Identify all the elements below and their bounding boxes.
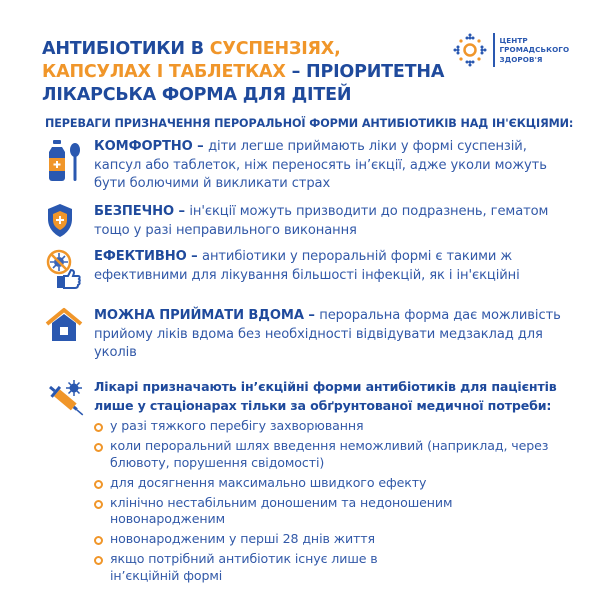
section-heading: ПЕРЕВАГИ ПРИЗНАЧЕННЯ ПЕРОРАЛЬНОЇ ФОРМИ АНТИБІОТИКІВ НАД ІН'ЄКЦІЯМИ: [45, 117, 574, 130]
dash: – [186, 249, 203, 264]
bullet-circle-icon [94, 500, 103, 509]
bullet-circle-icon [94, 480, 103, 489]
benefit-title: БЕЗПЕЧНО [94, 204, 175, 219]
syringe-virus-icon [44, 378, 86, 424]
no-virus-thumbs-up-icon [44, 248, 86, 296]
house-icon [44, 307, 86, 363]
bullet-circle-icon [94, 536, 103, 545]
list-item-text: коли пероральний шлях введення неможливий (наприклад, через блювоту, порушення свідомості) [110, 438, 549, 470]
medicine-bottle-spoon-icon [44, 138, 86, 194]
benefit-text: ін'єкції можуть призводити до подразнень, гематом тощо у разі неправильного виконання [94, 204, 549, 238]
page-title [42, 38, 462, 107]
title-part: АНТИБІОТИКИ В [42, 39, 210, 59]
list-item [94, 551, 390, 584]
indications-list [94, 418, 564, 588]
bullet-circle-icon [94, 556, 103, 565]
phc-logo-icon [452, 32, 488, 68]
list-item [94, 475, 564, 492]
logo-line: ГРОМАДСЬКОГО [499, 45, 570, 55]
shield-plus-icon [44, 203, 86, 243]
benefit-text: антибіотики у пероральній формі є такими ж ефективними для лікування більшості інфекцій, як і ін'єкційні [94, 249, 520, 283]
logo-line: ЗДОРОВ'Я [499, 54, 543, 64]
benefit-effective [44, 248, 564, 296]
list-item-text: клінічно нестабільним доношеним та недоношеним новонародженим [110, 494, 453, 526]
logo-text [500, 36, 570, 65]
list-item-text: якщо потрібний антибіотик існує лише в ін’єкційній формі [110, 551, 378, 583]
benefit-comfort [44, 138, 564, 194]
doctors-note-text: Лікарі призначають ін’єкційні форми антибіотиків для пацієнтів лише у стаціонарах тільки за обґрунтованої медичної потреби: [94, 379, 557, 413]
benefit-at-home [44, 307, 564, 363]
list-item [94, 495, 500, 528]
list-item [94, 438, 564, 471]
benefit-text: пероральна форма дає можливість прийому ліків вдома без необхідності відвідувати медзаклад для уколів [94, 308, 561, 360]
list-item [94, 531, 564, 548]
benefit-title: МОЖНА ПРИЙМАТИ ВДОМА [94, 308, 304, 323]
list-item-text: у разі тяжкого перебігу захворювання [110, 418, 364, 433]
benefit-title: КОМФОРТНО [94, 139, 193, 154]
title-part: ЛІКАРСЬКА ФОРМА ДЛЯ ДІТЕЙ [42, 85, 352, 105]
dash: – [174, 204, 190, 219]
list-item [94, 418, 564, 435]
logo-line: ЦЕНТР [499, 35, 528, 45]
logo [452, 32, 569, 68]
benefit-safe [44, 203, 564, 243]
title-highlight: КАПСУЛАХ І ТАБЛЕТКАХ [42, 62, 286, 82]
list-item-text: для досягнення максимально швидкого ефекту [110, 474, 427, 490]
benefit-text: діти легше приймають ліки у формі суспензій, капсул або таблеток, ніж переносять ін’єкції, адже уколи можуть бути болючими й викликати страх [94, 139, 547, 191]
list-item-text: новонародженим у перші 28 днів життя [110, 531, 375, 546]
bullet-circle-icon [94, 423, 103, 432]
logo-divider [493, 33, 495, 67]
dash: – [303, 308, 320, 323]
benefit-title: ЕФЕКТИВНО [94, 249, 187, 264]
title-highlight: СУСПЕНЗІЯХ, [209, 39, 341, 59]
bullet-circle-icon [94, 443, 103, 452]
title-part: – ПРІОРИТЕТНА [285, 62, 445, 82]
dash: – [192, 139, 209, 154]
